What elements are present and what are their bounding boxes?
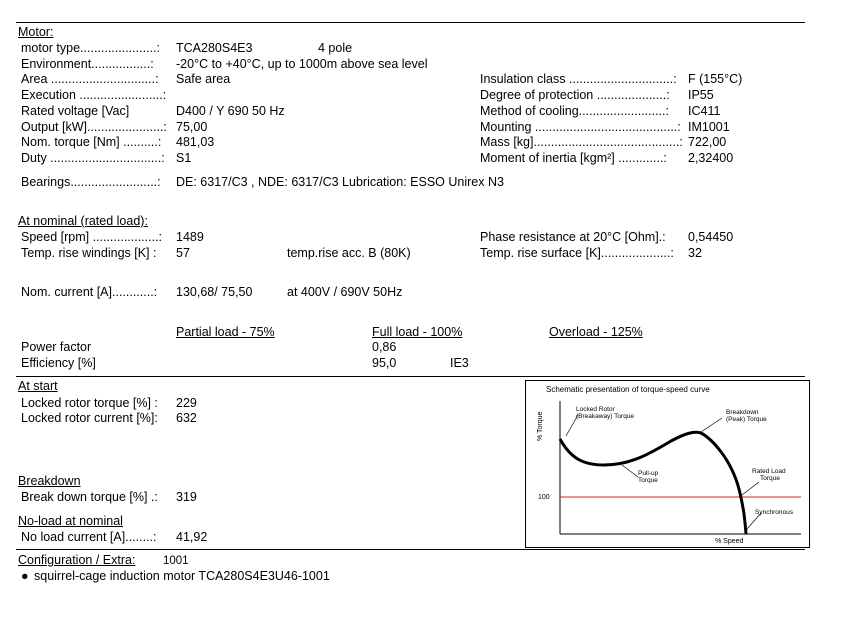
mass-label: Mass [kg]..........................................:: [480, 135, 683, 149]
efficiency-label: Efficiency [%]: [21, 356, 96, 370]
mounting-value: IM1001: [688, 120, 730, 134]
pull-up-label-2: Torque: [638, 477, 658, 484]
area-value: Safe area: [176, 72, 231, 86]
breakdown-label-2: (Peak) Torque: [726, 416, 767, 423]
cooling-label: Method of cooling.........................:: [480, 104, 669, 118]
nom-torque-value: 481,03: [176, 135, 215, 149]
nom-current-label: Nom. current [A]............:: [21, 285, 158, 299]
locked-rotor-label-2: (Breakaway) Torque: [576, 413, 635, 420]
noload-heading: No-load at nominal: [18, 514, 123, 528]
rated-load-pointer: [742, 482, 759, 495]
degree-protection-value: IP55: [688, 88, 714, 102]
nom-current-note: at 400V / 690V 50Hz: [287, 285, 403, 299]
efficiency-class: IE3: [450, 356, 469, 370]
bearings-label: Bearings.........................:: [21, 175, 161, 189]
bottom-rule: [16, 549, 805, 550]
pull-up-label-1: Pull-up: [638, 470, 659, 477]
torque-speed-chart: [525, 380, 810, 548]
rated-voltage-label: Rated voltage [Vac]: [21, 104, 130, 118]
col-partial-load: Partial load - 75%: [176, 325, 275, 339]
power-factor-label: Power factor: [21, 340, 92, 354]
speed-label: Speed [rpm] ...................:: [21, 230, 163, 244]
noload-current-label: No load current [A]........:: [21, 530, 157, 544]
breakdown-label-1: Breakdown: [726, 409, 759, 416]
col-full-load: Full load - 100%: [372, 325, 463, 339]
locked-torque-label: Locked rotor torque [%] :: [21, 396, 158, 410]
section-rule: [16, 376, 805, 377]
config-code: 1001: [163, 555, 189, 567]
noload-current-value: 41,92: [176, 530, 208, 544]
rated-load-label-1: Rated Load: [752, 468, 786, 475]
environment-value: -20°C to +40°C, up to 1000m above sea level: [176, 57, 428, 71]
mass-value: 722,00: [688, 135, 727, 149]
temp-rise-class: temp.rise acc. B (80K): [287, 246, 411, 260]
efficiency-full: 95,0: [372, 356, 397, 370]
mounting-label: Mounting .........................................:: [480, 120, 681, 134]
motor-type-label: motor type......................:: [21, 41, 160, 55]
duty-label: Duty ................................:: [21, 151, 165, 165]
temp-surface-value: 32: [688, 246, 702, 260]
chart-ylabel: % Torque: [537, 411, 544, 441]
motor-poles-value: 4 pole: [318, 41, 353, 55]
inertia-value: 2,32400: [688, 151, 734, 165]
breakdown-heading: Breakdown: [18, 474, 81, 488]
breakdown-torque-label: Break down torque [%] .:: [21, 490, 158, 504]
config-heading: Configuration / Extra:: [18, 553, 136, 567]
locked-rotor-label-1: Locked Rotor: [576, 406, 615, 413]
output-value: 75,00: [176, 120, 208, 134]
insulation-class-value: F (155°C): [688, 72, 743, 86]
speed-value: 1489: [176, 230, 204, 244]
inertia-label: Moment of inertia [kgm²] .............:: [480, 151, 667, 165]
insulation-class-label: Insulation class ..............................:: [480, 72, 677, 86]
motor-type-value: TCA280S4E3: [176, 41, 253, 55]
nom-current-value: 130,68/ 75,50: [176, 285, 253, 299]
chart-title: Schematic presentation of torque-speed curve: [546, 385, 710, 394]
power-factor-full: 0,86: [372, 340, 397, 354]
nom-torque-label: Nom. torque [Nm] ..........:: [21, 135, 162, 149]
cooling-value: IC411: [688, 104, 721, 118]
col-overload: Overload - 125%: [549, 325, 643, 339]
chart-xlabel: % Speed: [715, 538, 744, 545]
start-heading: At start: [18, 379, 58, 393]
execution-label: Execution ........................:: [21, 88, 167, 102]
nominal-heading: At nominal (rated load):: [18, 214, 148, 228]
phase-resistance-value: 0,54450: [688, 230, 734, 244]
motor-heading: Motor:: [18, 25, 54, 39]
area-label: Area ..............................:: [21, 72, 159, 86]
top-rule: [16, 22, 805, 23]
phase-resistance-label: Phase resistance at 20°C [Ohm].:: [480, 230, 666, 244]
config-bullet: ●: [21, 569, 29, 583]
pull-up-pointer: [622, 465, 638, 477]
duty-value: S1: [176, 151, 192, 165]
degree-protection-label: Degree of protection ....................:: [480, 88, 670, 102]
environment-label: Environment.................:: [21, 57, 154, 71]
config-item: squirrel-cage induction motor TCA280S4E3U46-1001: [34, 569, 330, 583]
locked-torque-value: 229: [176, 396, 197, 410]
temp-windings-value: 57: [176, 246, 190, 260]
rated-load-label-2: Torque: [760, 475, 780, 482]
breakdown-torque-value: 319: [176, 490, 197, 504]
locked-current-value: 632: [176, 411, 197, 425]
temp-surface-label: Temp. rise surface [K]....................:: [480, 246, 674, 260]
breakdown-pointer: [701, 418, 722, 432]
temp-windings-label: Temp. rise windings [K] :: [21, 246, 157, 260]
rated-voltage-value: D400 / Y 690 50 Hz: [176, 104, 285, 118]
synchronous-label: Synchronous: [755, 509, 793, 516]
chart-y-tick-100: 100: [538, 494, 550, 501]
torque-speed-svg: [526, 381, 808, 546]
locked-current-label: Locked rotor current [%]:: [21, 411, 158, 425]
output-label: Output [kW]......................:: [21, 120, 167, 134]
bearings-value: DE: 6317/C3 , NDE: 6317/C3 Lubrication: ESSO Unirex N3: [176, 175, 504, 189]
